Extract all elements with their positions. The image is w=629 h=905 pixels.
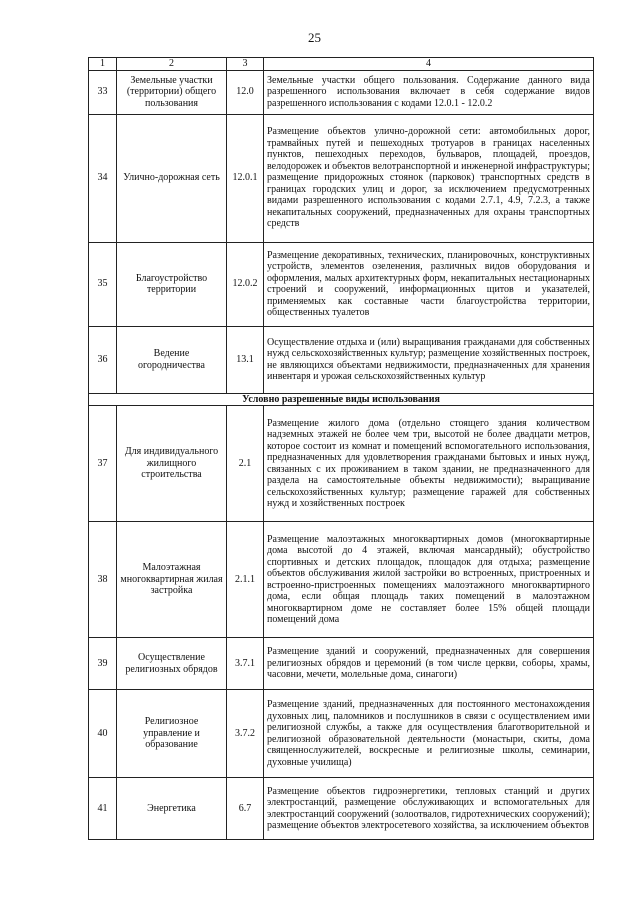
row-code: 6.7 (227, 778, 264, 840)
header-cell-3: 3 (227, 58, 264, 71)
row-number: 35 (89, 242, 117, 326)
row-code: 12.0.2 (227, 242, 264, 326)
row-name: Земельные участки (территории) общего пользования (117, 70, 227, 114)
table-header-row (89, 58, 594, 71)
table-row (89, 406, 594, 522)
row-number: 37 (89, 406, 117, 522)
row-description: Осуществление отдыха и (или) выращивания гражданами для собственных нужд сельскохозяйственных культур; размещение хозяйственных построек, не являющихся объектами недвижимости, предназначенных для хранения инвентаря и урожая сельскохозяйственных культур (264, 326, 594, 393)
page-number: 25 (308, 30, 321, 45)
row-code: 2.1.1 (227, 522, 264, 638)
row-number: 36 (89, 326, 117, 393)
table-row (89, 114, 594, 242)
row-description: Размещение зданий, предназначенных для постоянного местонахождения духовных лиц, паломников и послушников в связи с осуществлением ими религиозной службы, а также для осуществления благотворительной и религиозной образовательной деятельности (монастыри, скиты, дома священнослужителей, воскресные и религиозные школы, семинарии, духовные училища) (264, 690, 594, 778)
row-description: Размещение декоративных, технических, планировочных, конструктивных устройств, элементов озеленения, различных видов оборудования и оформления, малых архитектурных форм, некапитальных нестационарных строений и сооружений, информационных щитов и указателей, применяемых как составные части благоустройства территории, общественных туалетов (264, 242, 594, 326)
row-name: Благоустройство территории (117, 242, 227, 326)
table-row (89, 70, 594, 114)
row-description: Земельные участки общего пользования. Содержание данного вида разрешенного использования включает в себя содержание видов разрешенного использования с кодами 12.0.1 - 12.0.2 (264, 70, 594, 114)
row-number: 40 (89, 690, 117, 778)
row-number: 39 (89, 638, 117, 690)
row-description: Размещение жилого дома (отдельно стоящего здания количеством надземных этажей не более чем три, высотой не более двадцати метров, которое состоит из комнат и помещений вспомогательного использования, предназначенных для удовлетворения гражданами бытовых и иных нужд, связанных с их проживанием в таком здании, не предназначенного для раздела на самостоятельные объекты недвижимости); выращивание сельскохозяйственных культур; размещение гаражей для собственных нужд и хозяйственных построек (264, 406, 594, 522)
row-code: 12.0.1 (227, 114, 264, 242)
row-name: Малоэтажная многоквартирная жилая застройка (117, 522, 227, 638)
row-number: 38 (89, 522, 117, 638)
row-number: 34 (89, 114, 117, 242)
section-row (89, 393, 594, 406)
row-code: 13.1 (227, 326, 264, 393)
row-description: Размещение зданий и сооружений, предназначенных для совершения религиозных обрядов и церемоний (в том числе церкви, соборы, храмы, часовни, мечети, молельные дома, синагоги) (264, 638, 594, 690)
header-cell-2: 2 (117, 58, 227, 71)
row-code: 12.0 (227, 70, 264, 114)
land-use-table (88, 57, 594, 840)
row-code: 3.7.1 (227, 638, 264, 690)
row-description: Размещение объектов гидроэнергетики, тепловых станций и других электростанций, размещение обслуживающих и вспомогательных для электростанций сооружений (золоотвалов, гидротехнических сооружений); размещение объектов электросетевого хозяйства, за исключением объектов (264, 778, 594, 840)
row-number: 41 (89, 778, 117, 840)
row-code: 3.7.2 (227, 690, 264, 778)
table-row (89, 778, 594, 840)
table-row (89, 690, 594, 778)
header-cell-1: 1 (89, 58, 117, 71)
header-cell-4: 4 (264, 58, 594, 71)
row-name: Религиозное управление и образование (117, 690, 227, 778)
table-row (89, 638, 594, 690)
row-description: Размещение объектов улично-дорожной сети: автомобильных дорог, трамвайных путей и пешеходных тротуаров в границах населенных пунктов, пешеходных переходов, бульваров, площадей, проездов, велодорожек и объектов велотранспортной и инженерной инфраструктуры; размещение придорожных стоянок (парковок) транспортных средств в границах городских улиц и дорог, за исключением предусмотренных видами разрешенного использования с кодами 2.7.1, 4.9, 7.2.3, а также некапитальных сооружений, предназначенных для охраны транспортных средств (264, 114, 594, 242)
table-row (89, 242, 594, 326)
row-name: Энергетика (117, 778, 227, 840)
row-name: Для индивидуального жилищного строительства (117, 406, 227, 522)
row-description: Размещение малоэтажных многоквартирных домов (многоквартирные дома высотой до 4 этажей, включая мансардный); обустройство спортивных и детских площадок, площадок для отдыха; размещение объектов обслуживания жилой застройки во встроенных, пристроенных и встроенно-пристроенных помещениях малоэтажного многоквартирного дома, если общая площадь таких помещений в малоэтажном многоквартирном доме не составляет более 15% общей площади помещений дома (264, 522, 594, 638)
row-code: 2.1 (227, 406, 264, 522)
row-number: 33 (89, 70, 117, 114)
table-row (89, 326, 594, 393)
row-name: Ведение огородничества (117, 326, 227, 393)
table-row (89, 522, 594, 638)
row-name: Улично-дорожная сеть (117, 114, 227, 242)
section-title: Условно разрешенные виды использования (89, 393, 594, 406)
row-name: Осуществление религиозных обрядов (117, 638, 227, 690)
